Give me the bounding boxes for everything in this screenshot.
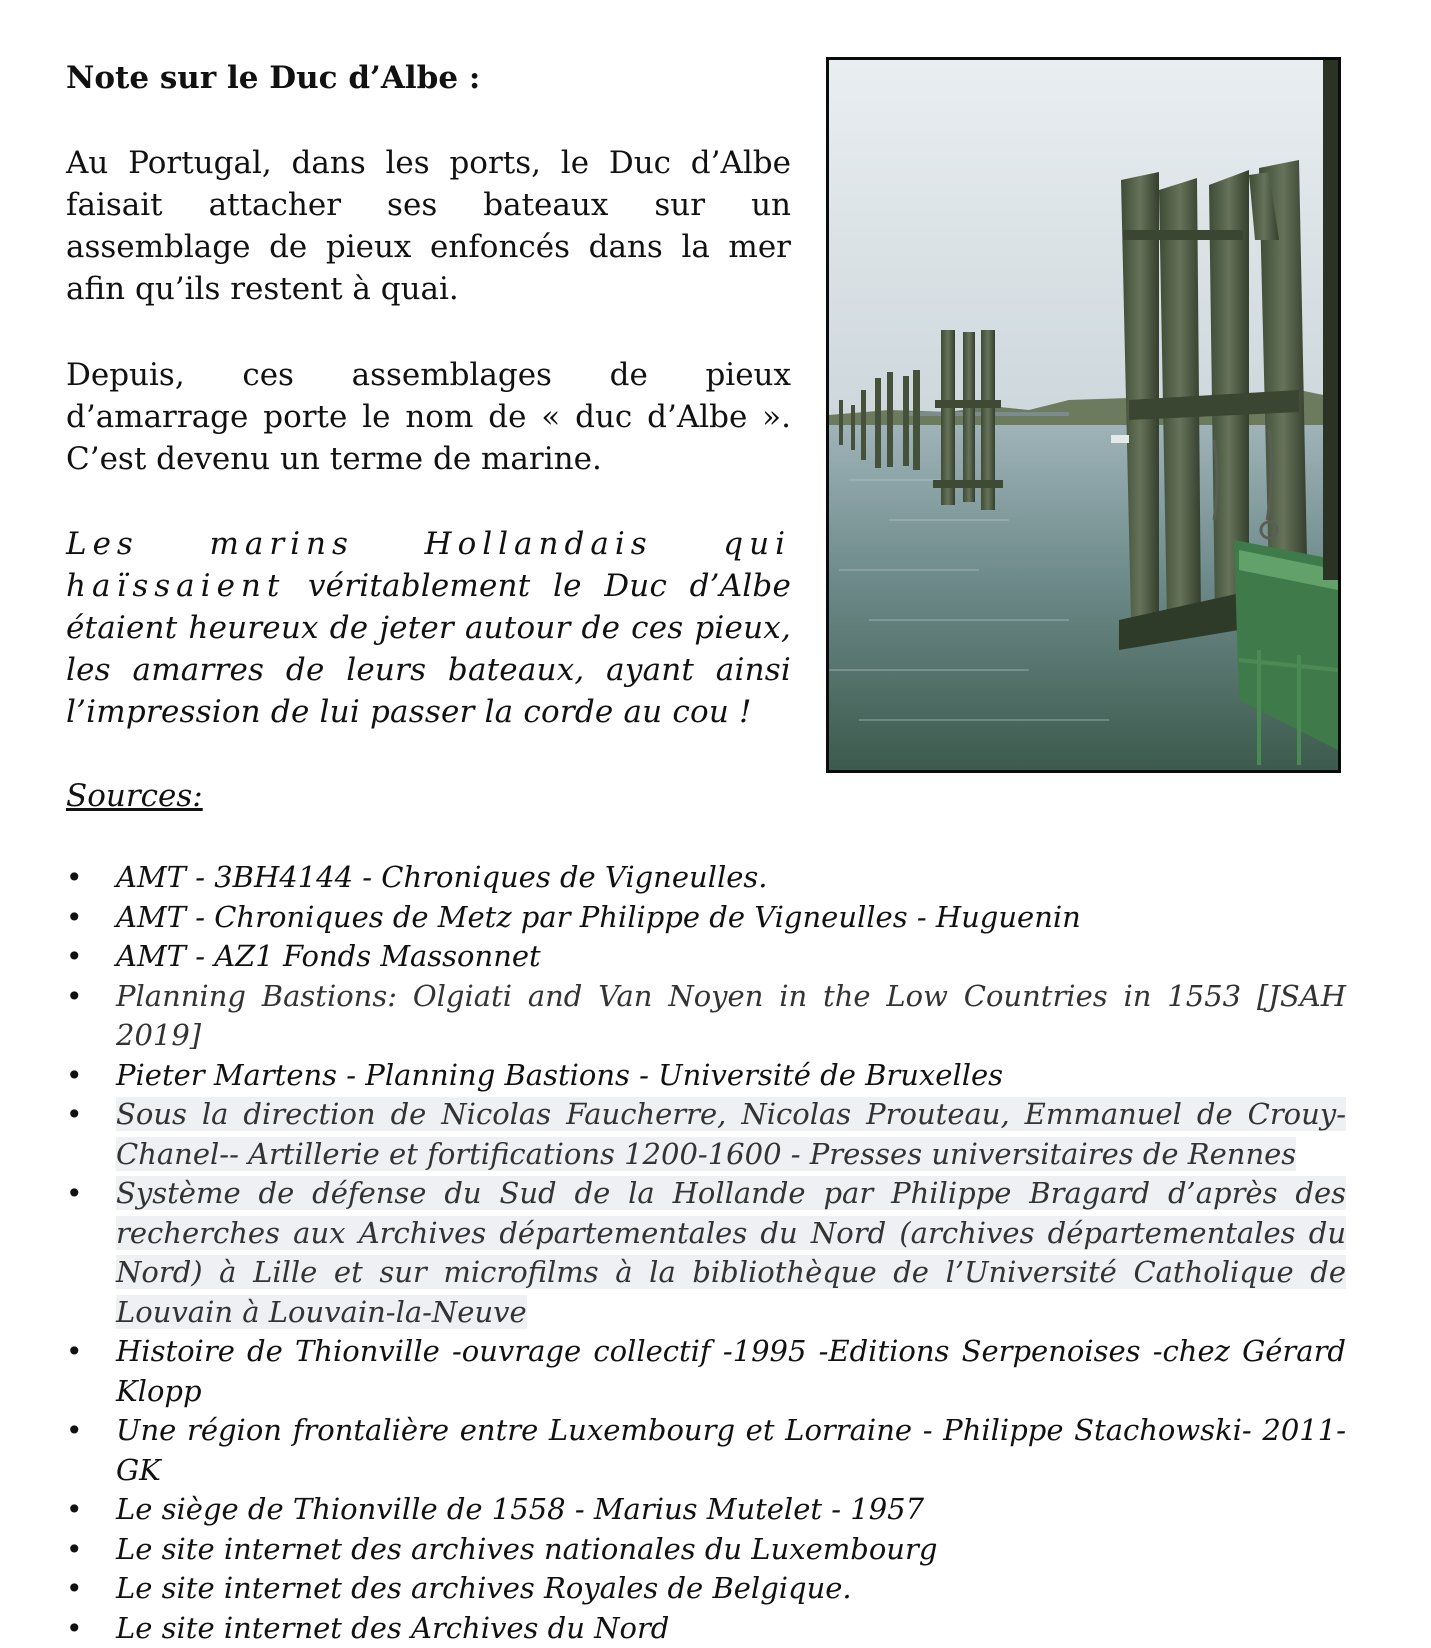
note-heading: Note sur le Duc d’Albe : bbox=[66, 58, 480, 98]
list-item bbox=[66, 1332, 1346, 1411]
bullet-icon: • bbox=[66, 1490, 83, 1530]
source-text: Le siège de Thionville de 1558 - Marius Mutelet - 1957 bbox=[116, 1492, 924, 1526]
bullet-icon: • bbox=[66, 898, 83, 938]
source-text: Une région frontalière entre Luxembourg et Lorraine - Philippe Stachowski- 2011-GK bbox=[116, 1413, 1346, 1487]
list-item bbox=[66, 898, 1346, 938]
list-item bbox=[66, 1411, 1346, 1490]
sources-title: Sources: bbox=[66, 775, 203, 817]
source-text: Le site internet des Archives du Nord bbox=[116, 1611, 669, 1645]
bullet-icon: • bbox=[66, 858, 83, 898]
paragraph-depuis: Depuis, ces assemblages de pieux d’amarrage porte le nom de « duc d’Albe ». C’est devenu un terme de marine. bbox=[66, 354, 791, 480]
paragraph-marins-line1: Les marins Hollandais qui haïssaient bbox=[66, 526, 791, 604]
source-text: Planning Bastions: Olgiati and Van Noyen in the Low Countries in 1553 [JSAH 2019] bbox=[116, 979, 1346, 1053]
paragraph-marins-hollandais bbox=[66, 523, 791, 733]
source-text: Système de défense du Sud de la Hollande par Philippe Bragard d’après des recherches aux Archives départementales du Nord (archives départementales du Nord) à Lille et sur microfilms à la bibliothèque de l’Université Catholique de Louvain à Louvain-la-Neuve bbox=[116, 1176, 1346, 1329]
source-text: Histoire de Thionville -ouvrage collectif -1995 -Editions Serpenoises -chez Gérard Klopp bbox=[116, 1334, 1346, 1408]
bullet-icon: • bbox=[66, 1411, 83, 1451]
list-item bbox=[66, 977, 1346, 1056]
paragraph-portugal: Au Portugal, dans les ports, le Duc d’Albe faisait attacher ses bateaux sur un assemblage de pieux enfoncés dans la mer afin qu’ils restent à quai. bbox=[66, 142, 791, 310]
bullet-icon: • bbox=[66, 1530, 83, 1570]
source-text: Sous la direction de Nicolas Faucherre, Nicolas Prouteau, Emmanuel de Crouy-Chanel-- Artillerie et fortifications 1200-1600 - Presses universitaires de Rennes bbox=[116, 1097, 1346, 1171]
mooring-photo bbox=[826, 57, 1341, 773]
list-item bbox=[66, 1174, 1346, 1332]
list-item bbox=[66, 1609, 1346, 1648]
source-text: AMT - Chroniques de Metz par Philippe de Vigneulles - Huguenin bbox=[116, 900, 1081, 934]
list-item bbox=[66, 858, 1346, 898]
list-item bbox=[66, 1569, 1346, 1609]
list-item bbox=[66, 1056, 1346, 1096]
source-text: Le site internet des archives Royales de Belgique. bbox=[116, 1571, 852, 1605]
bullet-icon: • bbox=[66, 977, 83, 1017]
bullet-icon: • bbox=[66, 1609, 83, 1648]
source-text: Pieter Martens - Planning Bastions - Université de Bruxelles bbox=[116, 1058, 1003, 1092]
bullet-icon: • bbox=[66, 1095, 83, 1135]
sources-list bbox=[66, 858, 1346, 1648]
source-text: AMT - AZ1 Fonds Massonnet bbox=[116, 939, 541, 973]
paragraph-marins-rest: véritablement le Duc d’Albe étaient heureux de jeter autour de ces pieux, les amarres de leurs bateaux, ayant ainsi l’impression de lui passer la corde au cou ! bbox=[66, 568, 791, 730]
bullet-icon: • bbox=[66, 1569, 83, 1609]
bullet-icon: • bbox=[66, 1056, 83, 1096]
list-item bbox=[66, 1095, 1346, 1174]
bullet-icon: • bbox=[66, 1174, 83, 1214]
source-text: Le site internet des archives nationales du Luxembourg bbox=[116, 1532, 937, 1566]
bullet-icon: • bbox=[66, 937, 83, 977]
list-item bbox=[66, 1490, 1346, 1530]
photo-of-mooring-dolphins-on-river-icon bbox=[829, 60, 1338, 770]
list-item bbox=[66, 937, 1346, 977]
bullet-icon: • bbox=[66, 1332, 83, 1372]
source-text: AMT - 3BH4144 - Chroniques de Vigneulles. bbox=[116, 860, 768, 894]
list-item bbox=[66, 1530, 1346, 1570]
